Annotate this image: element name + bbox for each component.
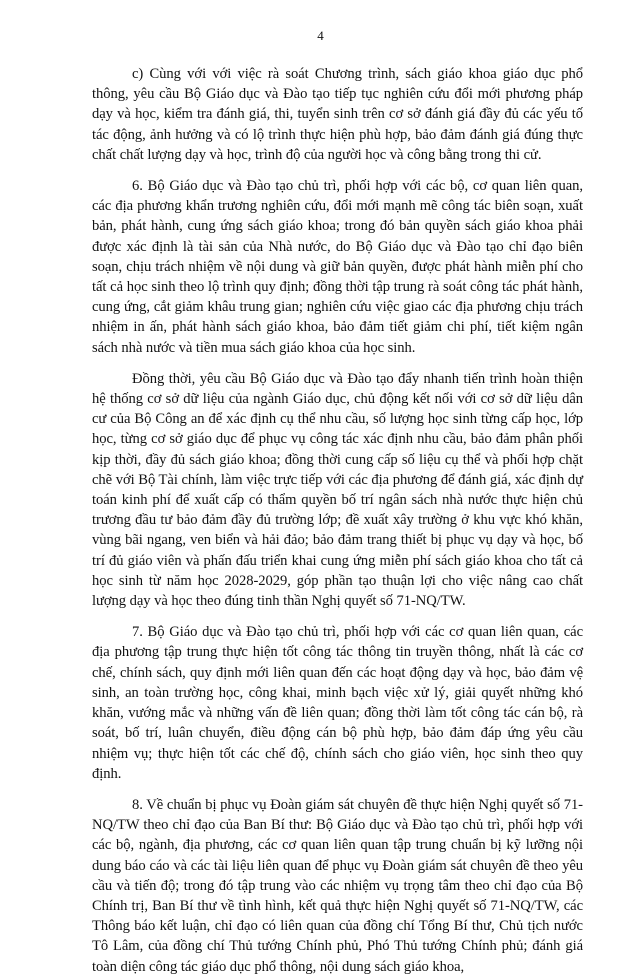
paragraph-8-supervision-preparation: 8. Về chuẩn bị phục vụ Đoàn giám sát chuyên đề thực hiện Nghị quyết số 71-NQ/TW theo chỉ đạo của Ban Bí thư: Bộ Giáo dục và Đào tạo chủ trì, phối hợp với các bộ, ngành, địa phương, các cơ quan liên quan tập trung chuẩn bị kỹ lưỡng nội dung báo cáo và các tài liệu liên quan để phục vụ Đoàn giám sát chuyên đề theo yêu cầu và tiến độ; trong đó tập trung vào các nhiệm vụ trọng tâm theo chỉ đạo của Bộ Chính trị, Ban Bí thư về tình hình, kết quả thực hiện Nghị quyết số 71-NQ/TW, các Thông báo kết luận, chỉ đạo có liên quan của đồng chí Tổng Bí thư, Chủ tịch nước Tô Lâm, của đồng chí Thủ tướng Chính phủ, Phó Thủ tướng Chính phủ; đánh giá toàn diện công tác giáo dục phổ thông, nội dung sách giáo khoa, (92, 796, 583, 975)
paragraph-7-communications-and-personnel: 7. Bộ Giáo dục và Đào tạo chủ trì, phối hợp với các cơ quan liên quan, các địa phương tập trung thực hiện tốt công tác thông tin truyền thông, nhất là các cơ chế, chính sách, quy định mới liên quan đến các hoạt động dạy và học, bảo đảm vệ sinh, an toàn trường học, công khai, minh bạch việc xử lý, giải quyết những khó khăn, vướng mắc và những vấn đề liên quan; đồng thời làm tốt công tác cán bộ, rà soát, bố trí, luân chuyển, điều động cán bộ phù hợp, bảo đảm đáp ứng yêu cầu nhiệm vụ; thực hiện tốt các chế độ, chính sách cho giáo viên, học sinh theo quy định. (92, 624, 583, 782)
paragraph-c-review-and-assessment: c) Cùng với với việc rà soát Chương trình, sách giáo khoa giáo dục phổ thông, yêu cầu Bộ Giáo dục và Đào tạo tiếp tục nghiên cứu đổi mới phương pháp dạy và học, kiểm tra đánh giá, thi, tuyển sinh trên cơ sở đánh giá đầy đủ các yếu tố tác động, ảnh hưởng và có lộ trình thực hiện phù hợp, bảo đảm đánh giá đúng thực chất chất lượng dạy và học, trình độ của người học và công bằng trong thi cử. (92, 66, 583, 163)
paragraph-6-database-and-free-textbooks: Đồng thời, yêu cầu Bộ Giáo dục và Đào tạo đẩy nhanh tiến trình hoàn thiện hệ thống cơ sở dữ liệu của ngành Giáo dục, chủ động kết nối với cơ sở dữ liệu dân cư của Bộ Công an để xác định cụ thể nhu cầu, số lượng học sinh từng cấp học, lớp học, từng cơ sở giáo dục để phục vụ công tác xác định nhu cầu, bảo đảm phân phối kịp thời, đầy đủ sách giáo khoa; đồng thời cung cấp số liệu cụ thể và phối hợp chặt chẽ với Bộ Tài chính, làm việc trực tiếp với các địa phương để đánh giá, xác định dự toán kinh phí để xuất cấp có thẩm quyền bố trí ngân sách nhà nước thực hiện chủ trương đầu tư bảo đảm đầy đủ trường lớp; đề xuất xây trường ở khu vực khó khăn, vùng bãi ngang, ven biển và hải đảo; bảo đảm trang thiết bị phục vụ dạy và học, bố trí đủ giáo viên và phấn đấu triển khai cung ứng miễn phí sách giáo khoa cho tất cả học sinh từ năm học 2028-2029, góp phần tạo thuận lợi cho việc nâng cao chất lượng dạy và học theo đúng tinh thần Nghị quyết số 71-NQ/TW. (92, 370, 583, 610)
page-number: 4 (317, 28, 324, 43)
paragraph-6-textbook-publishing: 6. Bộ Giáo dục và Đào tạo chủ trì, phối hợp với các bộ, cơ quan liên quan, các địa phương khẩn trương nghiên cứu, đổi mới mạnh mẽ công tác biên soạn, xuất bản, phát hành, cung ứng sách giáo khoa; trong đó bản quyền sách giáo khoa phải được xác định là tài sản của Nhà nước, do Bộ Giáo dục và Đào tạo chỉ đạo biên soạn, chịu trách nhiệm về nội dung và giữ bản quyền, được phát hành miễn phí cho tất cả học sinh theo lộ trình quy định; đồng thời tập trung rà soát công tác phát hành, cung ứng, cắt giảm khâu trung gian; nghiên cứu việc giao các địa phương chịu trách nhiệm in ấn, phát hành sách giáo khoa, bảo đảm tiết giảm chi phí, tiết kiệm ngân sách nhà nước và tiền mua sách giáo khoa của học sinh. (92, 178, 583, 356)
